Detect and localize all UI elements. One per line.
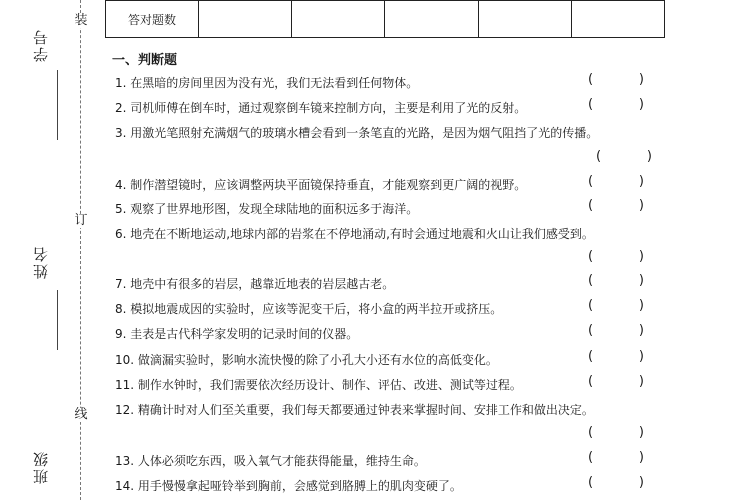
- answer-blank[interactable]: ( ): [588, 450, 644, 465]
- question-item: 1. 在黑暗的房间里因为没有光，我们无法看到任何物体。: [115, 76, 419, 90]
- question-item: 7. 地壳中有很多的岩层，越靠近地表的岩层越古老。: [115, 277, 395, 291]
- score-table: [105, 0, 665, 38]
- answer-blank[interactable]: ( ): [588, 97, 644, 112]
- binding-word-zhuang: 装: [74, 13, 88, 28]
- score-cell[interactable]: [571, 1, 664, 38]
- binding-word-xian: 线: [74, 407, 88, 422]
- score-cell[interactable]: [385, 1, 478, 38]
- question-item: 9. 圭表是古代科学家发明的记录时间的仪器。: [115, 327, 359, 341]
- score-cell[interactable]: [292, 1, 385, 38]
- question-item: 13. 人体必须吃东西，吸入氧气才能获得能量，维持生命。: [115, 454, 426, 468]
- answer-blank[interactable]: ( ): [588, 249, 644, 264]
- section-title: 一、判断题: [112, 53, 178, 68]
- answer-blank[interactable]: ( ): [588, 374, 644, 389]
- answer-blank[interactable]: ( ): [588, 425, 644, 440]
- binding-word-ding: 订: [74, 213, 88, 228]
- question-item: 10. 做滴漏实验时，影响水流快慢的除了小孔大小还有水位的高低变化。: [115, 353, 498, 367]
- question-item: 12. 精确计时对人们至关重要，我们每天都要通过钟表来掌握时间、安排工作和做出决定。: [115, 403, 594, 417]
- question-item: 8. 模拟地震成因的实验时，应该等泥变干后，将小盒的两半拉开或挤压。: [115, 302, 503, 316]
- score-cell[interactable]: [478, 1, 571, 38]
- question-item: 11. 制作水钟时，我们需要依次经历设计、制作、评估、改进、测试等过程。: [115, 378, 522, 392]
- correct-count-label: 答对题数: [106, 1, 199, 38]
- question-item: 3. 用激光笔照射充满烟气的玻璃水槽会看到一条笔直的光路，是因为烟气阻挡了光的传播。: [115, 126, 599, 140]
- answer-blank[interactable]: ( ): [588, 198, 644, 213]
- class-label: 班级: [32, 450, 50, 484]
- name-label: 姓名: [32, 245, 50, 279]
- name-line: [57, 290, 58, 350]
- answer-blank[interactable]: ( ): [596, 149, 652, 164]
- student-id-label: 学号: [32, 28, 50, 62]
- answer-blank[interactable]: ( ): [588, 72, 644, 87]
- answer-blank[interactable]: ( ): [588, 349, 644, 364]
- question-item: 5. 观察了世界地形图，发现全球陆地的面积远多于海洋。: [115, 202, 419, 216]
- answer-blank[interactable]: ( ): [588, 475, 644, 490]
- question-item: 4. 制作潜望镜时，应该调整两块平面镜保持垂直，才能观察到更广阔的视野。: [115, 178, 527, 192]
- question-item: 14. 用手慢慢拿起哑铃举到胸前，会感觉到胳膊上的肌肉变硬了。: [115, 479, 462, 493]
- score-cell[interactable]: [199, 1, 292, 38]
- student-id-line: [57, 70, 58, 140]
- score-table-row: [106, 1, 665, 38]
- answer-blank[interactable]: ( ): [588, 174, 644, 189]
- question-item: 6. 地壳在不断地运动,地球内部的岩浆在不停地涌动,有时会通过地震和火山让我们感受到。: [115, 227, 594, 241]
- question-item: 2. 司机师傅在倒车时，通过观察倒车镜来控制方向，主要是利用了光的反射。: [115, 101, 527, 115]
- answer-blank[interactable]: ( ): [588, 323, 644, 338]
- binding-dashed-line: [80, 0, 81, 500]
- answer-blank[interactable]: ( ): [588, 298, 644, 313]
- answer-blank[interactable]: ( ): [588, 273, 644, 288]
